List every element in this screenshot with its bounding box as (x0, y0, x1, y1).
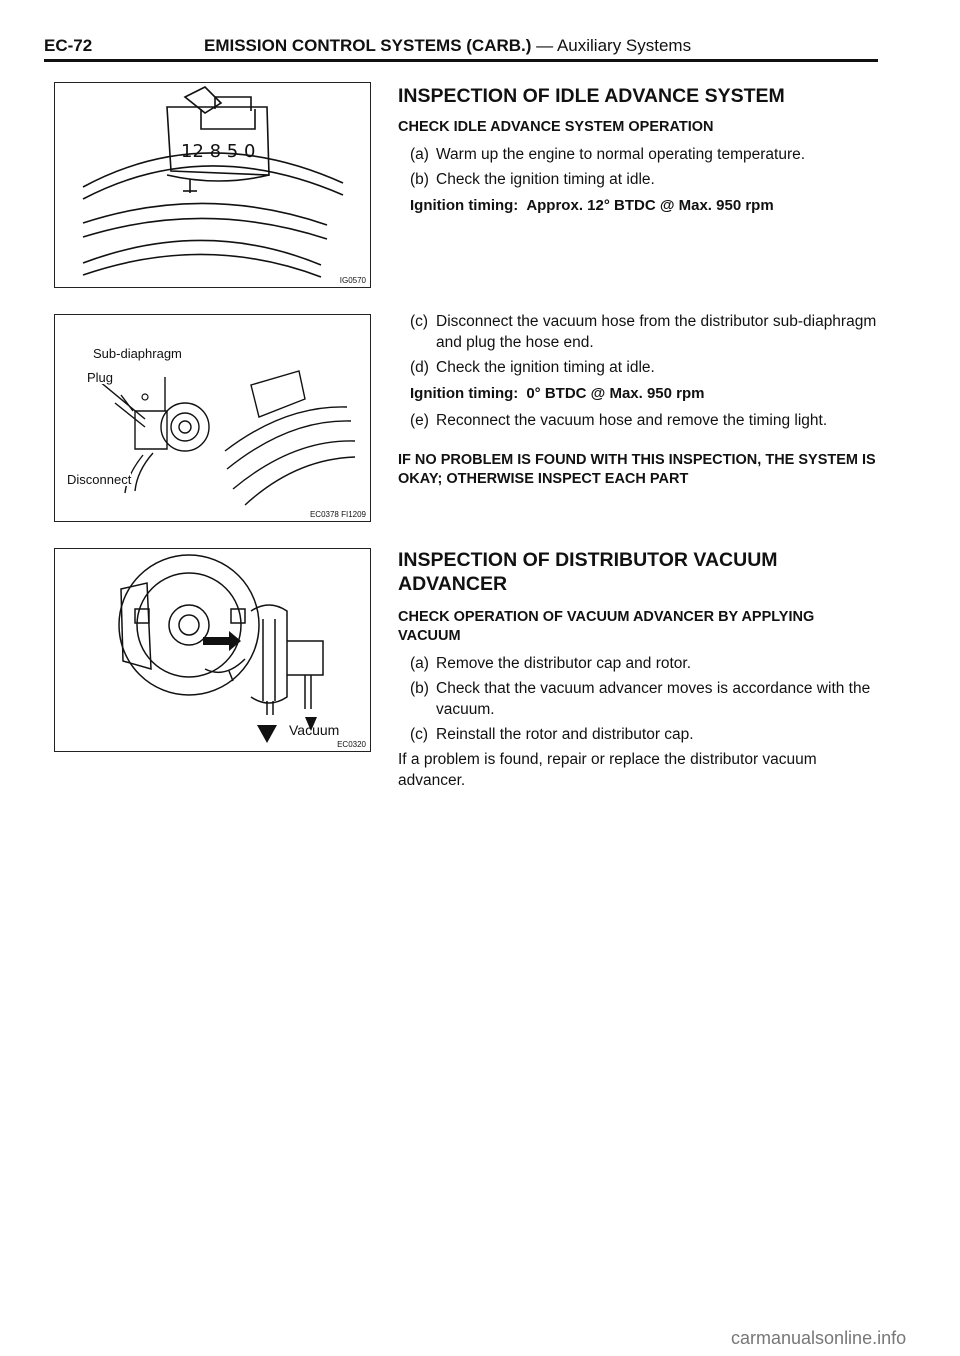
step-text: Disconnect the vacuum hose from the distributor sub-diaphragm and plug the hose end. (436, 313, 877, 351)
step-b (398, 169, 878, 190)
step-marker: (a) (410, 655, 429, 672)
section-idle-advance (398, 84, 878, 216)
step-marker: (e) (410, 412, 429, 429)
step-marker: (b) (410, 171, 429, 188)
label-vacuum: Vacuum (289, 722, 340, 738)
step-a (398, 144, 878, 165)
running-title (204, 36, 691, 56)
repair-note: If a problem is found, repair or replace the distributor vacuum advancer. (398, 751, 817, 789)
site-watermark: carmanualsonline.info (731, 1328, 907, 1348)
spec-label: Ignition timing: (410, 385, 519, 402)
step-marker: (a) (410, 146, 429, 163)
timing-scale-illustration (55, 83, 372, 289)
step-text: Check that the vacuum advancer moves is accordance with the vacuum. (436, 680, 871, 718)
page-number: EC-72 (44, 36, 93, 55)
step-marker: (c) (410, 726, 429, 743)
running-title-main: EMISSION CONTROL SYSTEMS (CARB.) (204, 36, 532, 55)
step-a (398, 653, 878, 674)
step-text: Check the ignition timing at idle. (436, 359, 655, 376)
label-disconnect: Disconnect (67, 472, 132, 487)
conclusion-note: IF NO PROBLEM IS FOUND WITH THIS INSPECTION, THE SYSTEM IS OKAY; OTHERWISE INSPECT EACH PART (398, 452, 876, 487)
step-marker: (b) (410, 680, 429, 697)
step-text: Reconnect the vacuum hose and remove the timing light. (436, 412, 828, 429)
step-b (398, 678, 878, 720)
page-header (44, 36, 878, 62)
section-vacuum-advancer (398, 548, 878, 791)
spec-label: Ignition timing: (410, 197, 519, 214)
step-e (398, 410, 878, 431)
step-text: Warm up the engine to normal operating temperature. (436, 146, 806, 163)
section-subtitle: CHECK IDLE ADVANCE SYSTEM OPERATION (398, 119, 714, 135)
label-subdiaphragm: Sub-diaphragm (93, 346, 182, 361)
section-title: INSPECTION OF IDLE ADVANCE SYSTEM (398, 85, 785, 107)
figure-timing-scale (54, 82, 371, 288)
figure-subdiaphragm (54, 314, 371, 522)
section-idle-advance-cont (398, 311, 878, 489)
step-c (398, 311, 878, 353)
step-marker: (c) (410, 313, 429, 330)
figure-vacuum-advancer (54, 548, 371, 752)
step-c (398, 724, 878, 745)
spec-value: Approx. 12° BTDC @ Max. 950 rpm (526, 197, 774, 214)
step-text: Remove the distributor cap and rotor. (436, 655, 692, 672)
spec-ignition-timing-2 (398, 384, 878, 404)
spec-value: 0° BTDC @ Max. 950 rpm (526, 385, 705, 402)
label-plug: Plug (87, 370, 114, 385)
step-text: Reinstall the rotor and distributor cap. (436, 726, 694, 743)
section-subtitle: CHECK OPERATION OF VACUUM ADVANCER BY APPLYING VACUUM (398, 609, 815, 644)
running-title-sub: — Auxiliary Systems (536, 36, 692, 55)
step-marker: (d) (410, 359, 429, 376)
step-d (398, 357, 878, 378)
section-title: INSPECTION OF DISTRIBUTOR VACUUM ADVANCER (398, 549, 778, 595)
figure-code: EC0320 (337, 740, 366, 749)
figure-code: EC0378 FI1209 (309, 510, 366, 519)
spec-ignition-timing-1 (398, 196, 878, 216)
figure-code: IG0570 (339, 276, 366, 285)
timing-scale-text: 12 8 5 0 (181, 141, 256, 162)
step-text: Check the ignition timing at idle. (436, 171, 655, 188)
vacuum-arrow-left (257, 725, 277, 743)
